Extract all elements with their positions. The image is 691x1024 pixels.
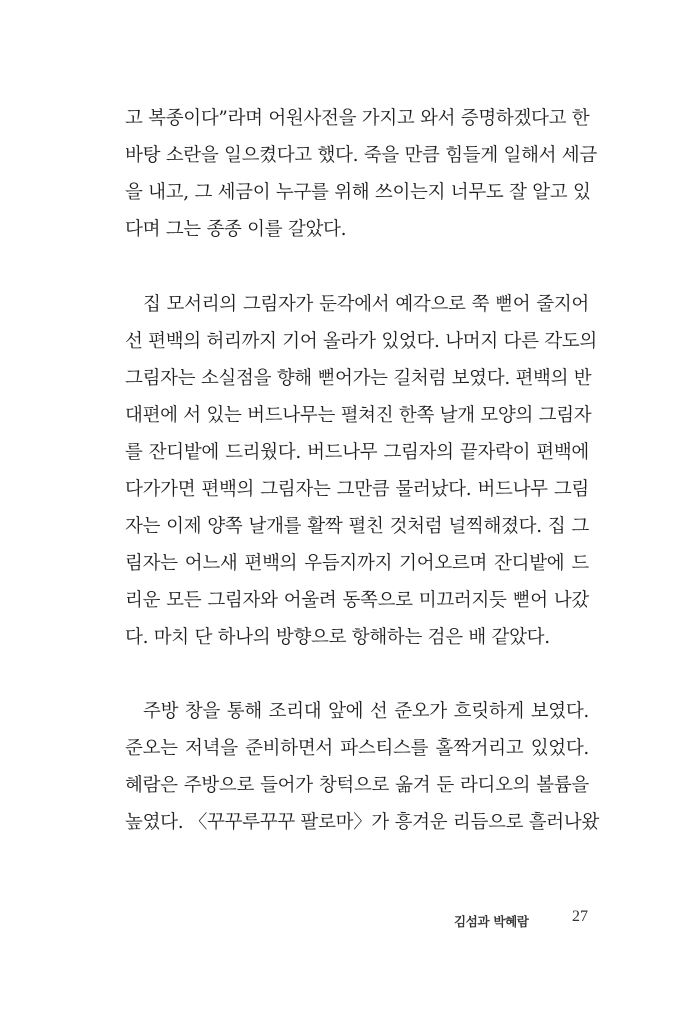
text-line: 자는 이제 양쪽 날개를 활짝 펼친 것처럼 널찍해졌다. 집 그 xyxy=(125,516,589,537)
text-line: 다며 그는 종종 이를 갈았다. xyxy=(125,219,347,240)
page-footer xyxy=(430,908,590,932)
page-number: 27 xyxy=(572,908,588,925)
text-line: 대편에 서 있는 버드나무는 펼쳐진 한쪽 날개 모양의 그림자 xyxy=(125,405,592,426)
text-line: 림자는 어느새 편백의 우듬지까지 기어오르며 잔디밭에 드 xyxy=(125,553,589,574)
text-line: 집 모서리의 그림자가 둔각에서 예각으로 쭉 뻗어 줄지어 xyxy=(143,294,589,315)
running-head: 김섬과 박혜람 xyxy=(454,914,529,929)
text-line: 다. 마치 단 하나의 방향으로 항해하는 검은 배 같았다. xyxy=(125,627,550,648)
text-line: 고 복종이다”라며 어원사전을 가지고 와서 증명하겠다고 한 xyxy=(125,108,590,129)
text-line: 를 잔디밭에 드리웠다. 버드나무 그림자의 끝자락이 편백에 xyxy=(125,442,589,463)
text-line: 준오는 저녁을 준비하면서 파스티스를 홀짝거리고 있었다. xyxy=(125,738,589,759)
text-line: 혜람은 주방으로 들어가 창턱으로 옮겨 둔 라디오의 볼륨을 xyxy=(125,775,589,796)
text-line: 높였다. 〈꾸꾸루꾸꾸 팔로마〉가 흥겨운 리듬으로 흘러나왔 xyxy=(125,812,600,833)
text-line: 그림자는 소실점을 향해 뻗어가는 길처럼 보였다. 편백의 반 xyxy=(125,368,592,389)
text-line: 다가가면 편백의 그림자는 그만큼 물러났다. 버드나무 그림 xyxy=(125,479,589,500)
text-line: 선 편백의 허리까지 기어 올라가 있었다. 나머지 다른 각도의 xyxy=(125,331,597,352)
text-line: 리운 모든 그림자와 어울려 동쪽으로 미끄러지듯 뻗어 나갔 xyxy=(125,590,589,611)
text-line: 을 내고, 그 세금이 누구를 위해 쓰이는지 너무도 잘 알고 있 xyxy=(125,182,591,203)
text-line: 바탕 소란을 일으켰다고 했다. 죽을 만큼 힘들게 일해서 세금 xyxy=(125,145,597,166)
text-line: 주방 창을 통해 조리대 앞에 선 준오가 흐릿하게 보였다. xyxy=(143,701,589,722)
